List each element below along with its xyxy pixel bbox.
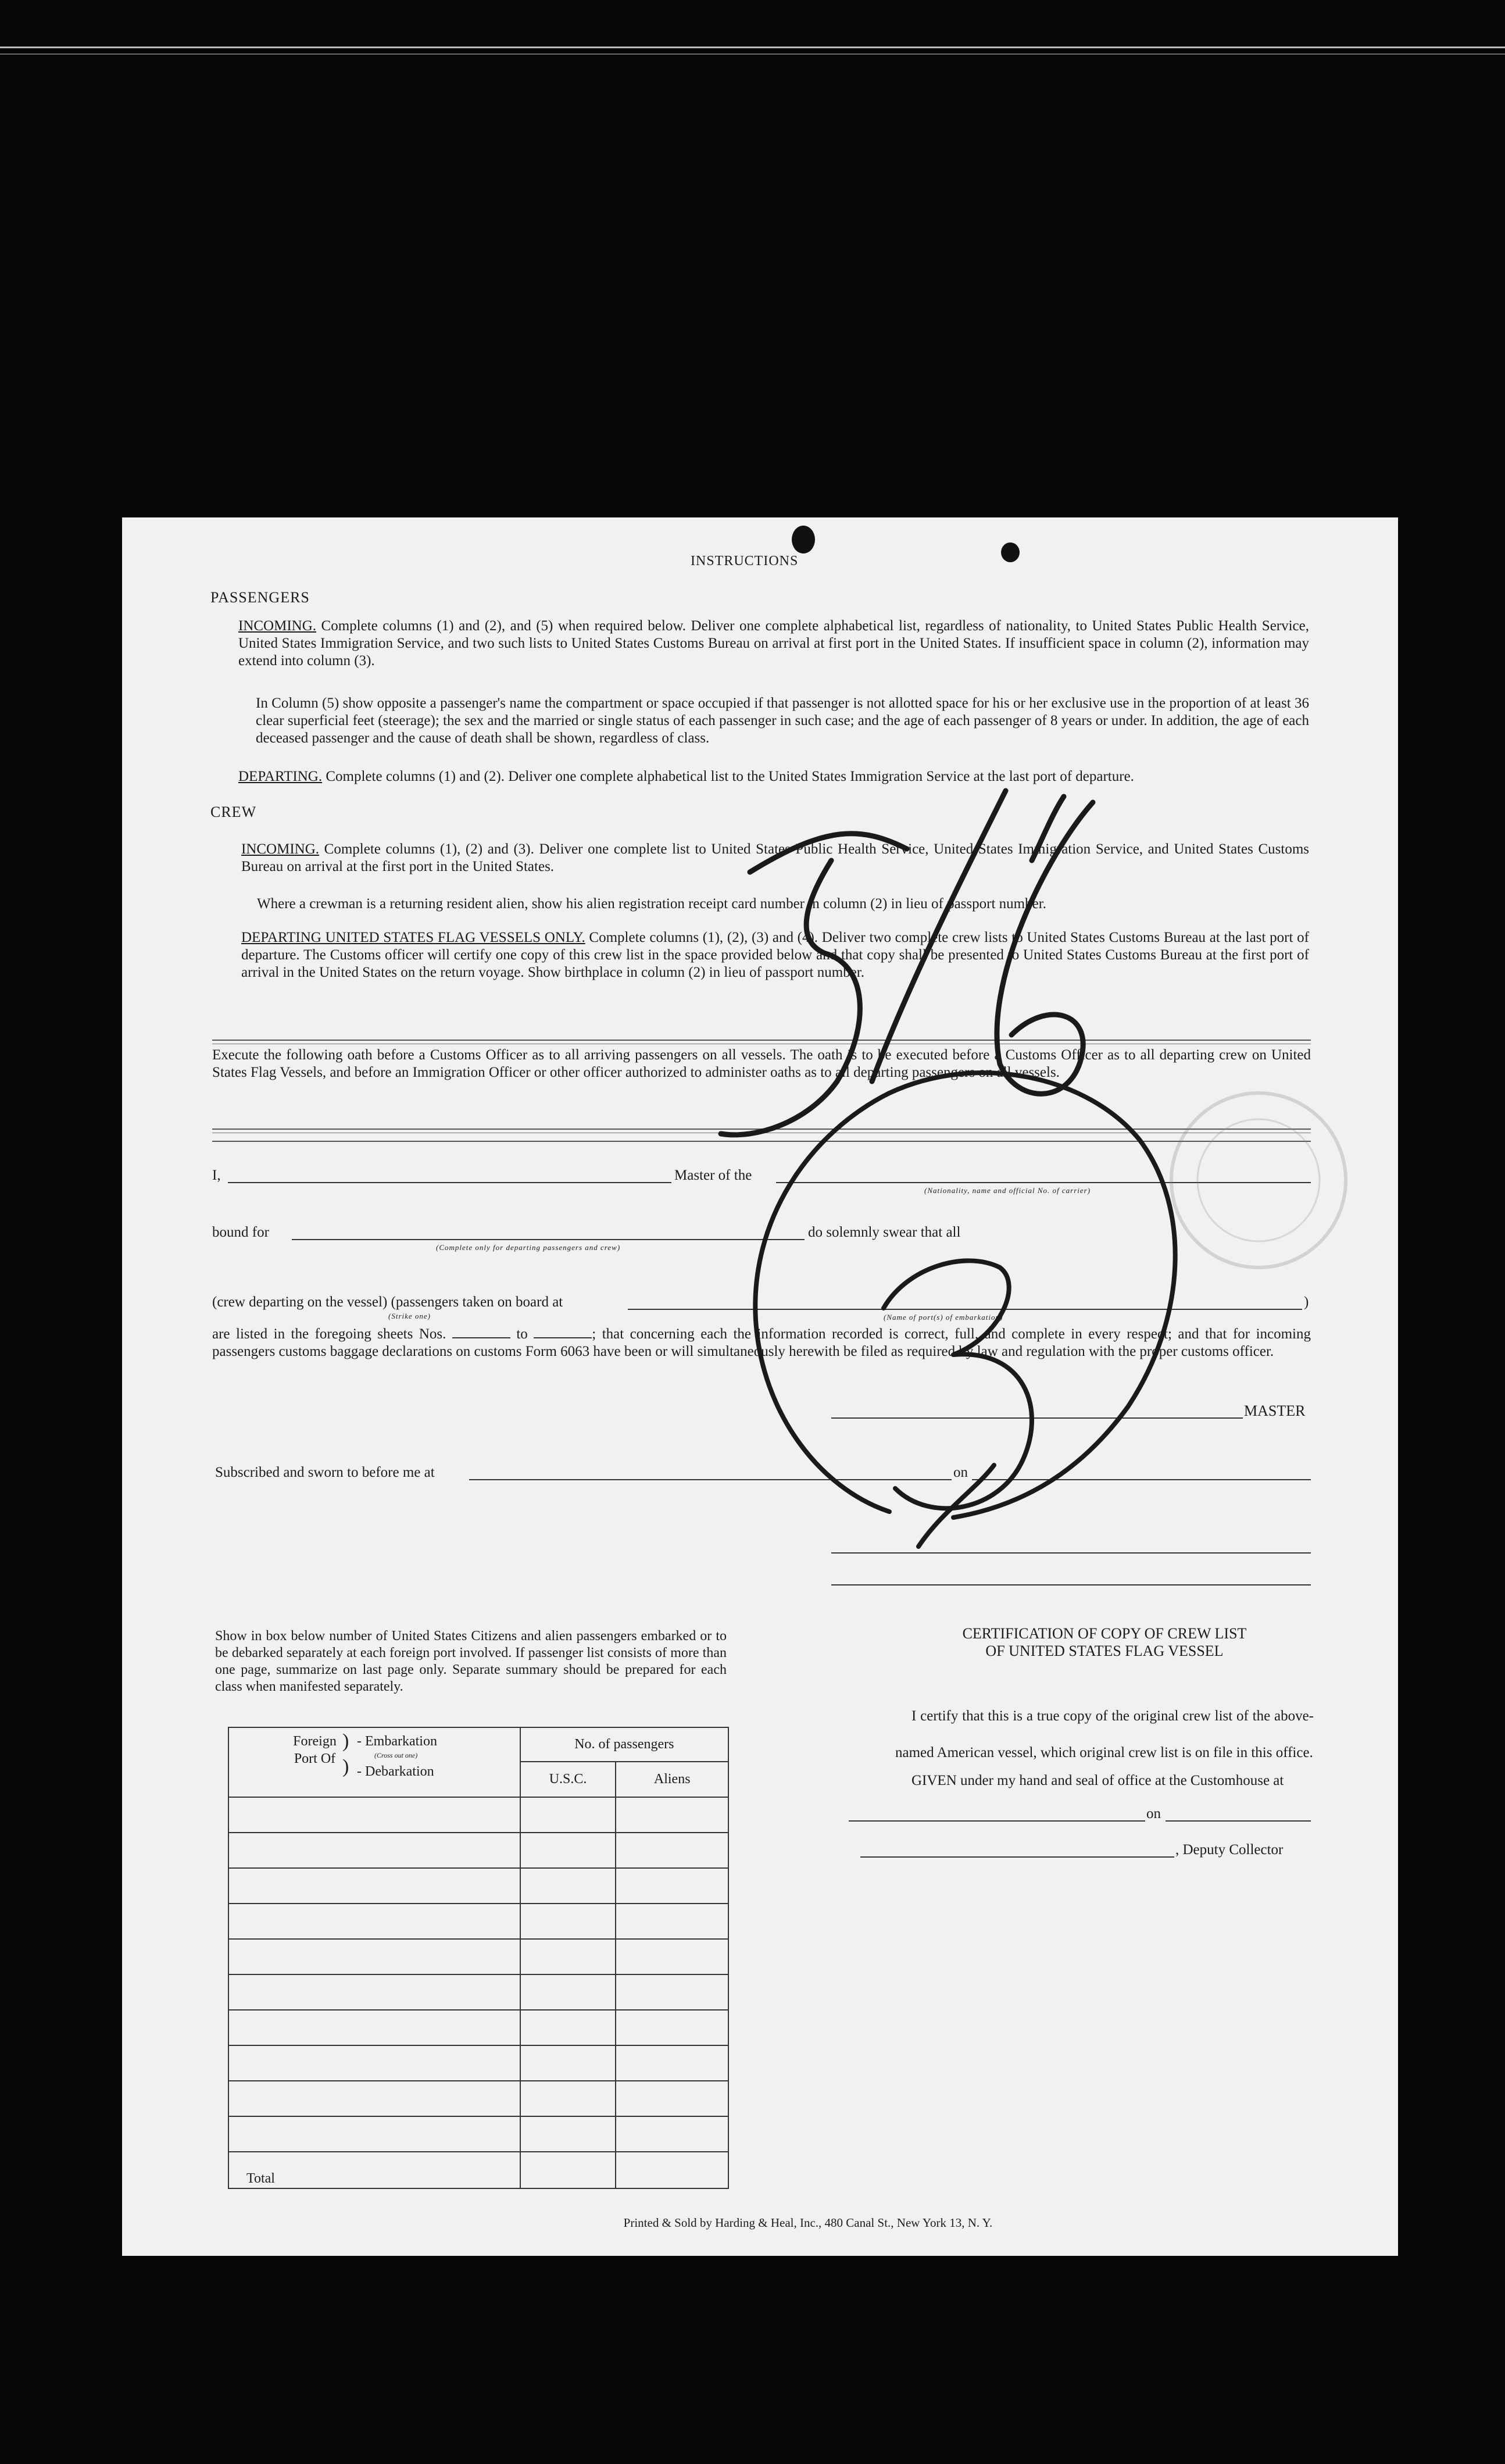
cert-on-label: on xyxy=(1146,1806,1161,1822)
crew-passengers-text: (crew departing on the vessel) (passengers taken on board at xyxy=(212,1294,563,1310)
summary-intro: Show in box below number of United States Citizens and alien passengers embarked or to be debarked separately at each foreign port involved. If passenger list consists of more than one page, summarize on last page only. Separate summary should be prepared for each class when manifested separately. xyxy=(215,1629,727,1694)
close-paren: ) xyxy=(1304,1294,1309,1310)
passengers-incoming-text: Complete columns (1) and (2), and (5) when required below. Deliver one complete alphabetical list, regardless of nationality, to United States Public Health Service, United States Immigration Service, and two such lists to United States Customs Bureau on arrival at first port in the United States. If insufficient space in column (2), information may extend into column (3). xyxy=(238,618,1309,669)
subscribed-text: Subscribed and sworn to before me at xyxy=(215,1465,435,1480)
given-text: GIVEN under my hand and seal of office at the Customhouse at xyxy=(911,1773,1284,1788)
embarkation-label: - Embarkation xyxy=(357,1734,437,1749)
usc-header: U.S.C. xyxy=(520,1762,616,1797)
listed-prefix: are listed in the foregoing sheets Nos. xyxy=(212,1326,446,1342)
punch-hole xyxy=(792,526,815,553)
handwritten-3-circle-mark xyxy=(755,1073,1175,1547)
printer-footer: Printed & Sold by Harding & Heal, Inc., 480 Canal St., New York 13, N. Y. xyxy=(623,2216,993,2230)
foreign-port-of-label: Foreign Port Of xyxy=(293,1734,337,1766)
aliens-header: Aliens xyxy=(616,1762,728,1797)
strike-one-caption: (Strike one) xyxy=(388,1312,431,1320)
certify-text: I certify that this is a true copy of the original crew list of the above-named American vessel, which original crew list is on file in this office. xyxy=(895,1708,1314,1760)
master-of-the-label: Master of the xyxy=(674,1167,752,1183)
instructions-title: INSTRUCTIONS xyxy=(691,553,799,569)
passengers-heading: PASSENGERS xyxy=(210,589,310,606)
listed-rest: ; that concerning each the information recorded is correct, full, and complete in every respect; and that for incoming passengers customs baggage declarations on customs Form 6063 have been or will simultaneously herewith be filed as required by law and regulation with the proper customs officer. xyxy=(212,1326,1311,1359)
port-caption: (Name of port(s) of embarkation) xyxy=(884,1313,1003,1322)
swear-text: do solemnly swear that all xyxy=(808,1224,961,1240)
brace-icon: ) xyxy=(342,1756,349,1777)
cross-out-caption: (Cross out one) xyxy=(374,1751,418,1759)
master-label: MASTER xyxy=(1244,1402,1306,1419)
no-of-passengers-header: No. of passengers xyxy=(520,1727,728,1762)
crew-incoming-label: INCOMING. xyxy=(241,841,320,857)
oath-intro: Execute the following oath before a Customs Officer as to all arriving passengers on all vessels. The oath is to be executed before a Customs Officer as to all departing crew on United States Flag Vessels, and before an Immigration Officer or other officer authorized to administer oaths as to all departing passengers on all vessels. xyxy=(212,1047,1311,1080)
punch-hole xyxy=(1001,542,1020,562)
deputy-collector-label: , Deputy Collector xyxy=(1175,1842,1284,1858)
debarkation-label: - Debarkation xyxy=(357,1764,434,1779)
crew-incoming-text: Complete columns (1), (2) and (3). Deliver one complete list to United States Public Health Service, United States Immigration Service, and United States Customs Bureau on arrival at the first port in the United States. xyxy=(241,841,1309,874)
customs-seal-stamp xyxy=(1171,1093,1346,1267)
column5-paragraph: In Column (5) show opposite a passenger's name the compartment or space occupied if that passenger is not allotted space for his or her exclusive use in the proportion of at least 36 clear superficial feet (steerage); the sex and the married or single status of each passenger in such case; and the age of each passenger of 8 years or under. In addition, the age of each deceased passenger and the cause of death shall be shown, regardless of class. xyxy=(256,695,1309,746)
resident-alien-paragraph: Where a crewman is a returning resident alien, show his alien registration receipt card number in column (2) in lieu of passport number. xyxy=(257,896,1046,912)
brace-icon: ) xyxy=(342,1730,349,1752)
crew-departing-label: DEPARTING UNITED STATES FLAG VESSELS ONLY. xyxy=(241,930,585,945)
bound-for-label: bound for xyxy=(212,1224,269,1240)
certification-title-line1: CERTIFICATION OF COPY OF CREW LIST xyxy=(962,1625,1247,1642)
oath-i-label: I, xyxy=(212,1167,221,1183)
to-label: to xyxy=(516,1326,528,1342)
handwritten-5-6-mark xyxy=(721,791,1093,1135)
certification-title-line2: OF UNITED STATES FLAG VESSEL xyxy=(985,1642,1224,1659)
nationality-caption: (Nationality, name and official No. of carrier) xyxy=(924,1186,1091,1195)
crew-departing-text: Complete columns (1), (2), (3) and (4). Deliver two complete crew lists to United States Customs Bureau at the last port of departure. The Customs officer will certify one copy of this crew list in the space provided below and that copy shall be presented to United States Customs Bureau at the first port of arrival in the United States on the return voyage. Show birthplace in column (2) in lieu of passport number. xyxy=(241,930,1309,980)
crew-heading: CREW xyxy=(210,804,257,820)
total-label: Total xyxy=(228,2152,520,2188)
passengers-incoming-label: INCOMING. xyxy=(238,618,317,634)
passengers-departing-text: Complete columns (1) and (2). Deliver one complete alphabetical list to the United States Immigration Service at the last port of departure. xyxy=(322,769,1134,784)
passengers-departing-label: DEPARTING. xyxy=(238,769,323,784)
sworn-on-label: on xyxy=(953,1465,968,1480)
bound-for-caption: (Complete only for departing passengers and crew) xyxy=(436,1243,621,1252)
